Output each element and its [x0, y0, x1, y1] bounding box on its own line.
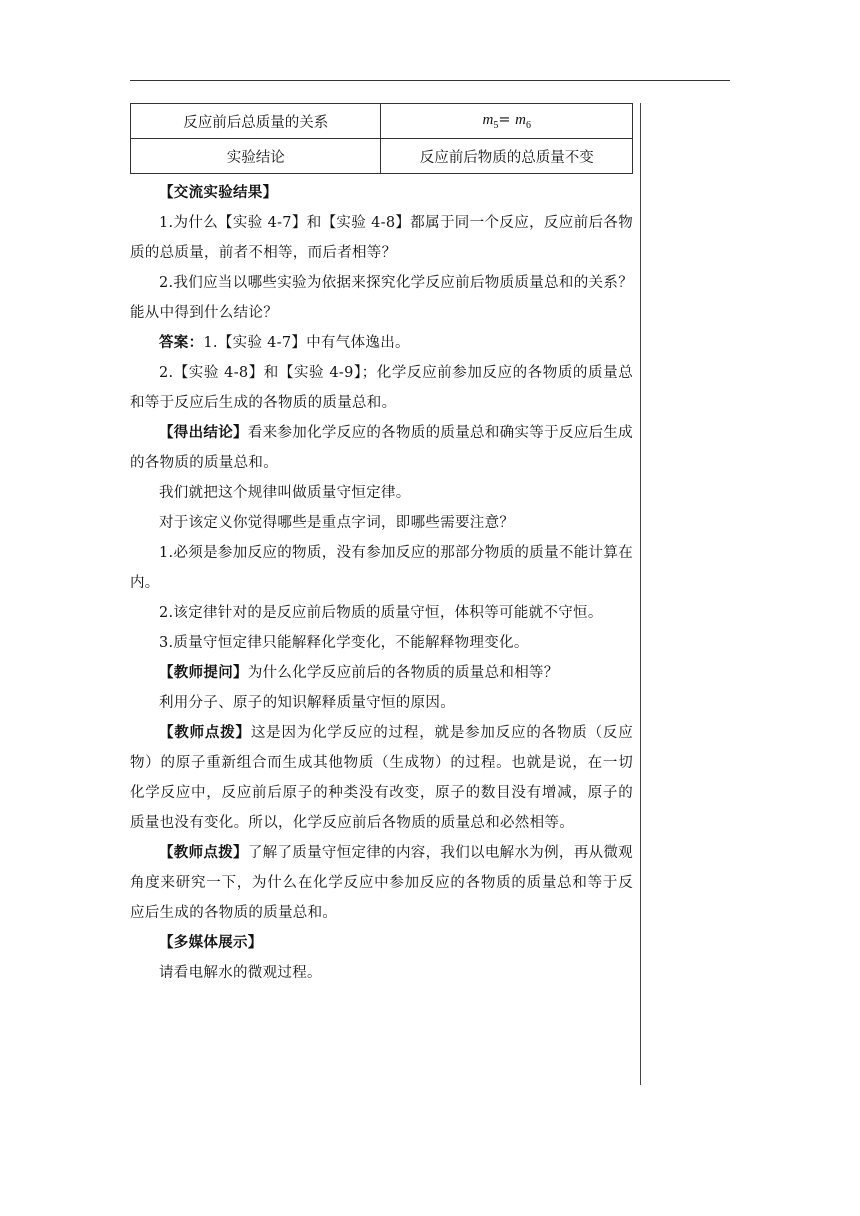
lesson-content	[130, 178, 633, 988]
teacher-tip-2: 【教师点拨】了解了质量守恒定律的内容，我们以电解水为例，再从微观角度来研究一下，为什么在化学反应中参加反应的各物质的质量总和等于反应后生成的各物质的质量总和。	[130, 844, 633, 921]
teacher-tip-1: 【教师点拨】这是因为化学反应的过程，就是参加反应的各物质（反应物）的原子重新组合而生成其他物质（生成物）的过程。也就是说，在一切化学反应中，反应前后原子的种类没有改变，原子的数目没有增减，原子的质量也没有变化。所以，化学反应前后各物质的质量总和必然相等。	[130, 724, 633, 831]
note-3: 3.质量守恒定律只能解释化学变化，不能解释物理变化。	[159, 635, 529, 651]
note-1: 1.必须是参加反应的物质，没有参加反应的那部分物质的质量不能计算在内。	[130, 545, 633, 591]
mass-relation-label: 反应前后总质量的关系	[131, 104, 381, 139]
experiment-table	[130, 103, 633, 174]
table-row	[131, 104, 633, 139]
multimedia-text: 请看电解水的微观过程。	[159, 965, 322, 981]
section-heading-exchange: 【交流实验结果】	[159, 184, 278, 201]
section-heading-multimedia: 【多媒体展示】	[159, 934, 263, 951]
mass-relation-value: $m_5= m_6$	[381, 104, 633, 139]
header-rule	[130, 80, 730, 81]
use-knowledge: 利用分子、原子的知识解释质量守恒的原因。	[159, 695, 455, 711]
question-1: 1.为什么【实验 4-7】和【实验 4-8】都属于同一个反应，反应前后各物质的总质量，前者不相等，而后者相等？	[130, 215, 633, 261]
conclusion-paragraph: 【得出结论】看来参加化学反应的各物质的质量总和确实等于反应后生成的各物质的质量总和。	[130, 424, 633, 471]
answer-2: 2.【实验 4-8】和【实验 4-9】；化学反应前参加反应的各物质的质量总和等于反应后生成的各物质的质量总和。	[130, 365, 633, 411]
table-row	[131, 139, 633, 174]
question-2: 2.我们应当以哪些实验为依据来探究化学反应前后物质质量总和的关系？能从中得到什么结论？	[130, 275, 633, 321]
note-2: 2.该定律针对的是反应前后物质的质量守恒，体积等可能就不守恒。	[159, 605, 603, 621]
teacher-question: 【教师提问】为什么化学反应前后的各物质的质量总和相等？	[159, 664, 559, 681]
conclusion-value: 反应前后物质的总质量不变	[381, 139, 633, 174]
answer-1: 答案：1.【实验 4-7】中有气体逸出。	[159, 334, 410, 351]
table-right-border	[640, 103, 641, 1085]
keywords-question: 对于该定义你觉得哪些是重点字词，即哪些需要注意？	[159, 515, 515, 531]
conclusion-label: 实验结论	[131, 139, 381, 174]
law-statement: 我们就把这个规律叫做质量守恒定律。	[159, 485, 411, 501]
